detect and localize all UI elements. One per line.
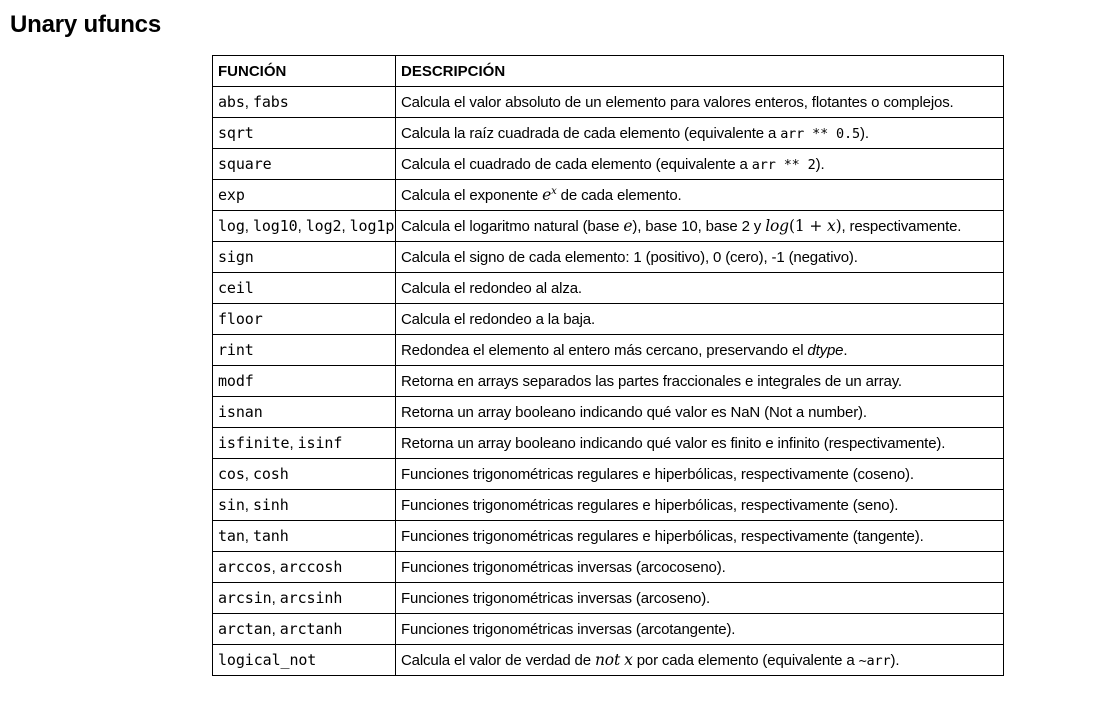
description-cell [396, 397, 1004, 428]
function-name: sign [218, 248, 254, 266]
description-text: Retorna un array booleano indicando qué valor es finito e infinito (respectivamente). [401, 434, 946, 452]
function-name: isfinite [218, 434, 290, 452]
description-text: Funciones trigonométricas inversas (arcotangente). [401, 620, 736, 638]
function-name: log1p [349, 217, 395, 235]
emphasis-text: dtype [807, 341, 844, 359]
function-cell [213, 335, 396, 366]
function-name: log10 [252, 217, 298, 235]
table-row [213, 242, 1004, 273]
function-separator: , [271, 559, 280, 576]
description-cell [396, 211, 1004, 242]
description-text: , respectivamente. [841, 218, 962, 235]
table-row [213, 614, 1004, 645]
function-name: modf [218, 372, 254, 390]
function-separator: , [244, 218, 253, 235]
function-cell [213, 366, 396, 397]
column-header-function: FUNCIÓN [213, 56, 396, 87]
description-text: Calcula el exponente [401, 187, 543, 204]
table-header-row [213, 56, 1004, 87]
description-cell [396, 335, 1004, 366]
function-cell [213, 397, 396, 428]
function-separator: , [244, 466, 253, 483]
description-text: Calcula el logaritmo natural (base [401, 218, 624, 235]
table-row [213, 87, 1004, 118]
description-cell [396, 242, 1004, 273]
math-superscript: x [551, 186, 557, 197]
table-row [213, 583, 1004, 614]
function-name: tan [218, 527, 245, 545]
function-name: ceil [218, 279, 254, 297]
function-separator: , [341, 218, 350, 235]
description-cell [396, 149, 1004, 180]
function-cell [213, 211, 396, 242]
function-separator: , [271, 590, 280, 607]
function-name: arctan [218, 620, 272, 638]
function-cell [213, 118, 396, 149]
description-text: Calcula el redondeo al alza. [401, 279, 582, 297]
function-cell [213, 459, 396, 490]
description-text: de cada elemento. [556, 187, 682, 204]
description-cell [396, 180, 1004, 211]
table-row [213, 118, 1004, 149]
function-cell [213, 273, 396, 304]
table-row [213, 428, 1004, 459]
function-separator: , [244, 94, 253, 111]
function-name: arccos [218, 558, 272, 576]
description-text: ), base 10, base 2 y [632, 218, 766, 235]
table-row [213, 180, 1004, 211]
table-body [213, 87, 1004, 676]
function-cell [213, 180, 396, 211]
inline-code: arr ** 0.5 [780, 125, 860, 142]
function-separator: , [271, 621, 280, 638]
function-name: cosh [252, 465, 289, 483]
math-expression: (1 + [788, 217, 827, 235]
function-cell [213, 149, 396, 180]
table-row [213, 521, 1004, 552]
table-row [213, 273, 1004, 304]
function-name: arcsin [218, 589, 272, 607]
description-text: . [843, 341, 848, 359]
function-cell [213, 521, 396, 552]
table-row [213, 304, 1004, 335]
function-name: isnan [218, 403, 263, 421]
function-name: log2 [305, 217, 342, 235]
description-text: Funciones trigonométricas regulares e hiperbólicas, respectivamente (coseno). [401, 465, 914, 483]
function-name: abs [218, 93, 245, 111]
inline-code: ~arr [858, 653, 891, 669]
function-separator: , [289, 435, 298, 452]
math-expression: x [624, 651, 633, 669]
function-separator: , [297, 218, 306, 235]
function-name: sqrt [218, 124, 254, 142]
function-name: exp [218, 186, 245, 204]
function-cell [213, 614, 396, 645]
description-text: ). [890, 652, 900, 669]
description-text: Calcula el cuadrado de cada elemento (equivalente a [401, 155, 752, 173]
description-text: Calcula el valor absoluto de un elemento para valores enteros, flotantes o complejos. [401, 93, 954, 111]
table-row [213, 552, 1004, 583]
description-text: Funciones trigonométricas inversas (arcoseno). [401, 589, 711, 607]
description-text: Redondea el elemento al entero más cercano, preservando el [401, 341, 808, 359]
description-cell [396, 490, 1004, 521]
function-name: arcsinh [279, 589, 343, 607]
description-text: Funciones trigonométricas inversas (arcocoseno). [401, 558, 726, 576]
table-row [213, 366, 1004, 397]
function-name: arctanh [279, 620, 343, 638]
function-name: sinh [252, 496, 289, 514]
table-row [213, 459, 1004, 490]
description-cell [396, 583, 1004, 614]
ufunc-table [212, 55, 1004, 676]
description-text: Funciones trigonométricas regulares e hiperbólicas, respectivamente (tangente). [401, 527, 924, 545]
description-cell [396, 552, 1004, 583]
function-name: cos [218, 465, 245, 483]
description-text: Retorna en arrays separados las partes fraccionales e integrales de un array. [401, 372, 902, 390]
function-name: square [218, 155, 272, 173]
function-name: isinf [297, 434, 343, 452]
page-title: Unary ufuncs [10, 11, 161, 38]
description-cell [396, 428, 1004, 459]
description-text: Calcula la raíz cuadrada de cada elemento (equivalente a [401, 124, 781, 142]
function-cell [213, 552, 396, 583]
description-text: Calcula el redondeo a la baja. [401, 310, 595, 328]
description-cell [396, 118, 1004, 149]
description-text: Calcula el signo de cada elemento: 1 (positivo), 0 (cero), -1 (negativo). [401, 248, 858, 266]
math-expression: log [765, 217, 789, 235]
function-name: floor [218, 310, 263, 328]
table-row [213, 335, 1004, 366]
function-name: arccosh [279, 558, 343, 576]
function-name: sin [218, 496, 245, 514]
description-text: Calcula el valor de verdad de [401, 652, 595, 669]
function-cell [213, 490, 396, 521]
description-cell [396, 87, 1004, 118]
description-text: ). [859, 124, 869, 142]
math-expression: e [623, 217, 633, 235]
math-expression: ) [835, 217, 842, 235]
table-row [213, 149, 1004, 180]
math-expression: not [594, 651, 621, 669]
description-text: Funciones trigonométricas regulares e hiperbólicas, respectivamente (seno). [401, 496, 899, 514]
description-text: Retorna un array booleano indicando qué valor es NaN (Not a number). [401, 403, 867, 421]
description-text: ). [815, 155, 825, 173]
description-cell [396, 645, 1004, 676]
table-row [213, 490, 1004, 521]
math-expression: x [826, 217, 836, 235]
description-cell [396, 614, 1004, 645]
function-name: log [218, 217, 245, 235]
function-name: fabs [252, 93, 289, 111]
function-name: rint [218, 341, 254, 359]
description-text: por cada elemento (equivalente a [632, 652, 859, 669]
function-cell [213, 428, 396, 459]
description-cell [396, 459, 1004, 490]
description-cell [396, 521, 1004, 552]
description-cell [396, 273, 1004, 304]
function-cell [213, 645, 396, 676]
function-separator: , [244, 497, 253, 514]
description-cell [396, 366, 1004, 397]
function-name: tanh [252, 527, 289, 545]
function-cell [213, 304, 396, 335]
function-cell [213, 242, 396, 273]
function-name: logical_not [218, 651, 317, 669]
column-header-description: DESCRIPCIÓN [396, 56, 1004, 87]
function-cell [213, 583, 396, 614]
table-row [213, 397, 1004, 428]
function-separator: , [244, 528, 253, 545]
math-expression: e [542, 186, 552, 204]
table-row [213, 211, 1004, 242]
inline-code: arr ** 2 [751, 156, 816, 173]
table-row [213, 645, 1004, 676]
description-cell [396, 304, 1004, 335]
function-cell [213, 87, 396, 118]
